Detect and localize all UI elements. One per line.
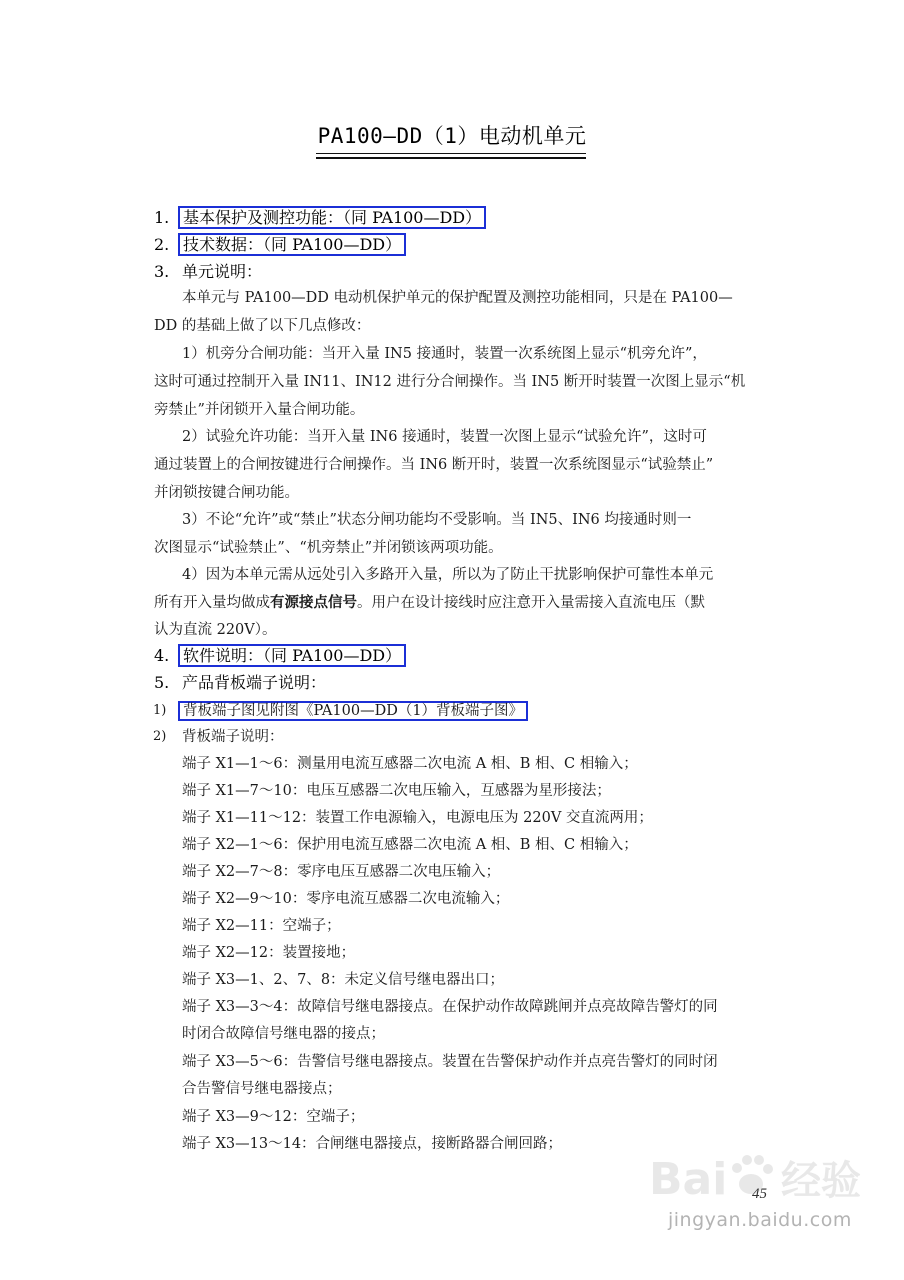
section-number: 3. — [154, 262, 170, 281]
item1-line-3: 旁禁止”并闭锁开入量合闸功能。 — [154, 402, 365, 418]
item4-line-2: 所有开入量均做成有源接点信号。用户在设计接线时应注意开入量需接入直流电压（默 — [154, 594, 705, 611]
section-number: 1. — [154, 208, 170, 227]
subsection-text: 背板端子说明： — [182, 729, 284, 745]
subsection-text-highlighted: 背板端子图见附图《PA100—DD（1）背板端子图》 — [178, 701, 528, 721]
item1-line-2: 这时可通过控制开入量 IN11、IN12 进行分合闸操作。当 IN5 断开时装置一次图上显示“机 — [154, 374, 746, 390]
item4-line-3: 认为直流 220V）。 — [154, 622, 277, 638]
section-number: 5. — [154, 673, 170, 692]
section-heading: 产品背板端子说明： — [182, 673, 327, 692]
section-heading-highlighted: 技术数据：（同 PA100—DD） — [178, 233, 406, 256]
item2-line-1: 2）试验允许功能：当开入量 IN6 接通时，装置一次图上显示“试验允许”，这时可 — [182, 429, 707, 445]
emphasis-text: 有源接点信号 — [270, 594, 357, 611]
watermark-url: jingyan.baidu.com — [668, 1209, 852, 1231]
svg-text:经验: 经验 — [781, 1158, 861, 1204]
intro-line-1: 本单元与 PA100—DD 电动机保护单元的保护配置及测控功能相同，只是在 PA100— — [182, 290, 733, 306]
document-title: PA100—DD（1）电动机单元 — [317, 124, 587, 148]
intro-line-2: DD 的基础上做了以下几点修改： — [154, 318, 371, 334]
section-number: 4. — [154, 646, 170, 665]
subsection-number: 2) — [153, 729, 167, 744]
section-heading-highlighted: 软件说明：（同 PA100—DD） — [178, 644, 406, 667]
baidu-jingyan-watermark-logo — [647, 1148, 887, 1208]
item2-line-3: 并闭锁按键合闸功能。 — [154, 485, 299, 501]
item1-line-1: 1）机旁分合闸功能：当开入量 IN5 接通时，装置一次系统图上显示“机旁允许”， — [182, 346, 707, 362]
page-number: 45 — [752, 1186, 767, 1202]
item3-line-1: 3）不论“允许”或“禁止”状态分闸功能均不受影响。当 IN5、IN6 均接通时则一 — [182, 512, 692, 528]
title-underline — [316, 153, 586, 154]
section-heading-highlighted: 基本保护及测控功能：（同 PA100—DD） — [178, 206, 486, 229]
svg-text:Bai: Bai — [649, 1154, 728, 1205]
section-number: 2. — [154, 235, 170, 254]
section-heading: 单元说明： — [182, 262, 263, 281]
item2-line-2: 通过装置上的合闸按键进行合闸操作。当 IN6 断开时，装置一次系统图显示“试验禁止” — [154, 457, 714, 473]
item3-line-2: 次图显示“试验禁止”、“机旁禁止”并闭锁该两项功能。 — [154, 540, 503, 556]
item4-line-1: 4）因为本单元需从远处引入多路开入量，所以为了防止干扰影响保护可靠性本单元 — [182, 567, 714, 583]
subsection-number: 1) — [153, 703, 167, 718]
title-underline-thick — [316, 157, 586, 159]
